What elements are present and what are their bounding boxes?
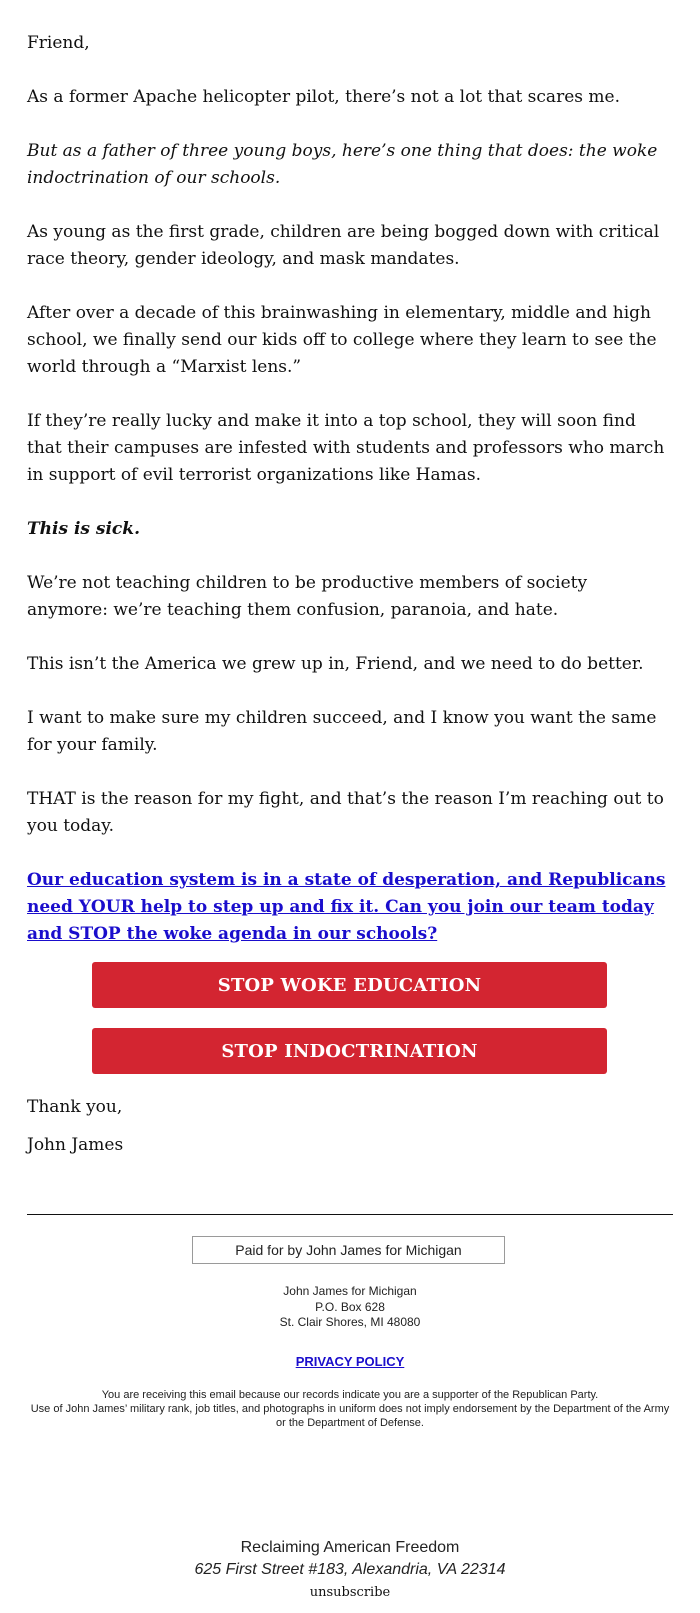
sign-off: Thank you, bbox=[27, 1097, 123, 1117]
donate-cta-link[interactable]: Our education system is in a state of desperation, and Republicans need YOUR help to step up and fix it. Can you join our team today and STOP the woke agenda in our schools? bbox=[27, 870, 666, 944]
footer-org-address: 625 First Street #183, Alexandria, VA 22314 bbox=[194, 1561, 506, 1578]
unsubscribe-link[interactable]: unsubscribe bbox=[309, 1585, 391, 1600]
paragraph-not-teaching: We’re not teaching children to be productive members of society anymore: we’re teaching them confusion, paranoia, and hate. bbox=[27, 573, 588, 620]
paragraph-this-is-sick: This is sick. bbox=[27, 519, 140, 539]
paragraph-top-school: If they’re really lucky and make it into a top school, they will soon find that their campuses are infested with students and professors who march in support of evil terrorist organizations like Hamas. bbox=[27, 411, 665, 485]
paragraph-decade: After over a decade of this brainwashing in elementary, middle and high school, we finally send our kids off to college where they learn to see the world through a “Marxist lens.” bbox=[27, 303, 657, 377]
paragraph-pilot: As a former Apache helicopter pilot, there’s not a lot that scares me. bbox=[27, 87, 620, 107]
address-line: John James for Michigan bbox=[283, 1284, 417, 1298]
paragraph-father: But as a father of three young boys, here’s one thing that does: the woke indoctrination of our schools. bbox=[27, 141, 658, 188]
disclaimer bbox=[30, 1388, 670, 1430]
greeting: Friend, bbox=[27, 33, 90, 53]
paid-for-box bbox=[192, 1236, 505, 1264]
paragraph-first-grade: As young as the first grade, children are being bogged down with critical race theory, gender ideology, and mask mandates. bbox=[27, 222, 660, 269]
paragraph-fight: THAT is the reason for my fight, and that’s the reason I’m reaching out to you today. bbox=[27, 789, 664, 836]
paragraph-children: I want to make sure my children succeed, and I know you want the same for your family. bbox=[27, 708, 657, 755]
disclaimer-line: Use of John James’ military rank, job titles, and photographs in uniform does not imply endorsement by the Department of the Army or the Department of Defense. bbox=[30, 1403, 670, 1429]
address-line: P.O. Box 628 bbox=[315, 1299, 385, 1314]
stop-woke-education-button[interactable]: STOP WOKE EDUCATION bbox=[92, 962, 607, 1008]
paragraph-america: This isn’t the America we grew up in, Friend, and we need to do better. bbox=[27, 654, 644, 674]
address-line: St. Clair Shores, MI 48080 bbox=[279, 1315, 421, 1329]
privacy-policy-link[interactable]: PRIVACY POLICY bbox=[295, 1354, 405, 1369]
footer-org-name: Reclaiming American Freedom bbox=[240, 1539, 460, 1556]
signature: John James bbox=[27, 1135, 124, 1155]
footer-divider bbox=[27, 1214, 673, 1215]
stop-indoctrination-button[interactable]: STOP INDOCTRINATION bbox=[92, 1028, 607, 1074]
mailing-address bbox=[0, 1284, 700, 1331]
disclaimer-line: You are receiving this email because our records indicate you are a supporter of the Republican Party. bbox=[101, 1389, 599, 1401]
paid-for-text: Paid for by John James for Michigan bbox=[235, 1242, 462, 1258]
